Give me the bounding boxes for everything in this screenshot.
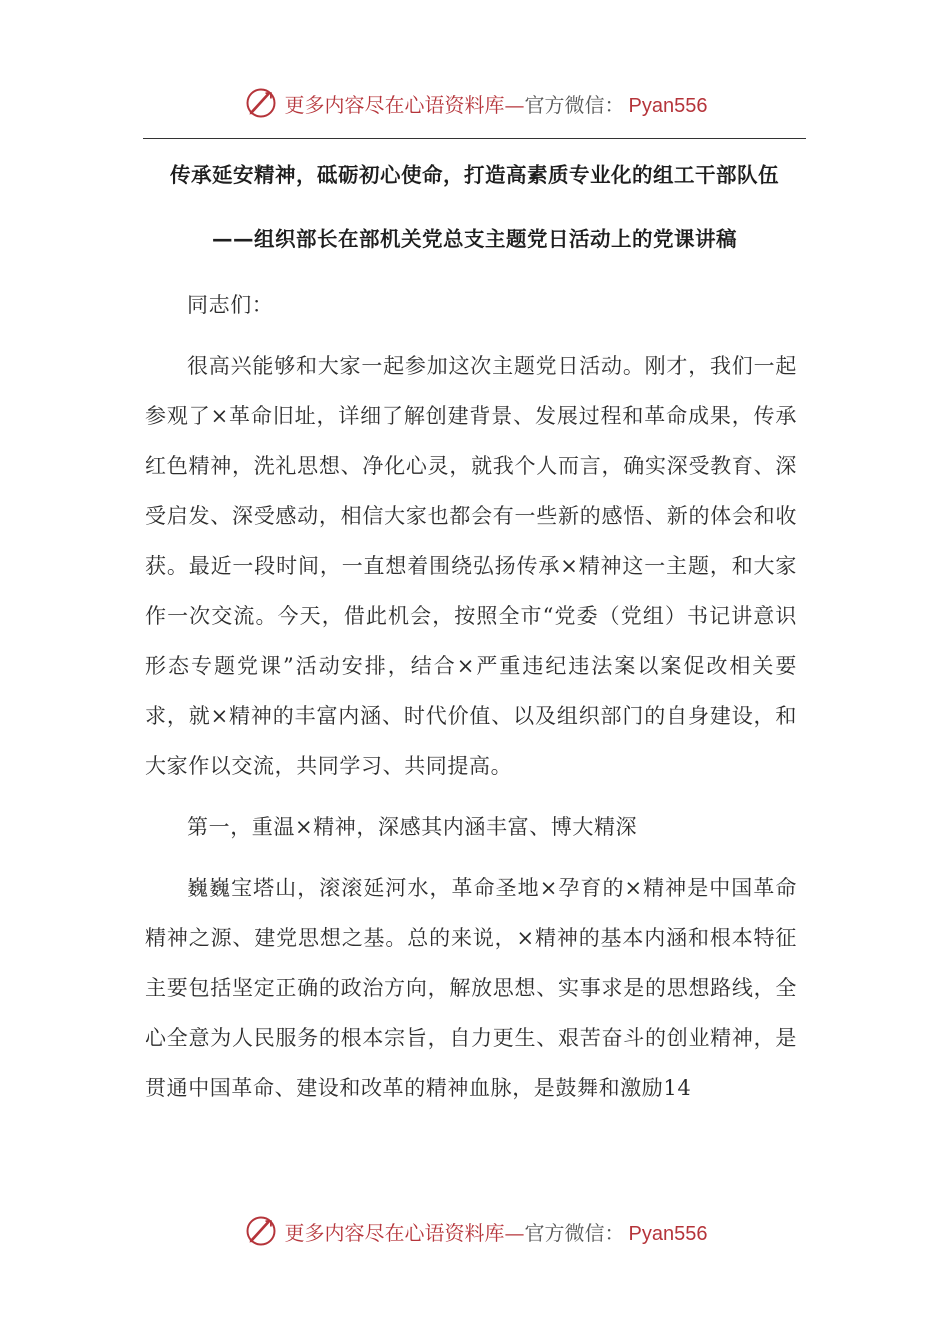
header-banner [0,80,950,126]
document-title: 传承延安精神，砥砺初心使命，打造高素质专业化的组工干部队伍 [170,163,779,187]
banner-wechat-code: Pyan556 [628,94,708,117]
body-paragraph: 很高兴能够和大家一起参加这次主题党日活动。刚才，我们一起参观了×革命旧址，详细了解创建背景、发展过程和革命成果，传承红色精神，洗礼思想、净化心灵，就我个人而言，确实深受教育、深受启发、深受感动，相信大家也都会有一些新的感悟、新的体会和收获。最近一段时间，一直想着围绕弘扬传承×精神这一主题，和大家作一次交流。今天，借此机会，按照全市“党委（党组）书记讲意识形态专题党课”活动安排，结合×严重违纪违法案以案促改相关要求，就×精神的丰富内涵、时代价值、以及组织部门的自身建设，和大家作以交流，共同学习、共同提高。 [145,354,797,778]
footer-banner [0,1208,950,1254]
banner-site-name: 更多内容尽在心语资料库 [284,1220,505,1245]
banner-dash: — [504,1220,525,1245]
banner-wechat-code: Pyan556 [628,1222,708,1245]
pen-logo-icon [243,1213,279,1249]
body-paragraph: 巍巍宝塔山，滚滚延河水，革命圣地×孕育的×精神是中国革命精神之源、建党思想之基。总的来说，×精神的基本内涵和根本特征主要包括坚定正确的政治方向，解放思想、实事求是的思想路线，全心全意为人民服务的根本宗旨，自力更生、艰苦奋斗的创业精神，是贯通中国革命、建设和改革的精神血脉，是鼓舞和激励14 [145,876,797,1100]
header-divider [143,138,806,139]
salutation: 同志们： [187,293,274,317]
banner-site-name: 更多内容尽在心语资料库 [284,92,505,117]
pen-logo-icon [243,85,279,121]
banner-text [285,1217,708,1246]
document-subtitle: ——组织部长在部机关党总支主题党日活动上的党课讲稿 [212,227,737,251]
banner-dash: — [504,92,525,117]
document-body [145,280,797,1124]
banner-text [285,89,708,118]
section-heading: 第一，重温×精神，深感其内涵丰富、博大精深 [187,815,638,839]
banner-wechat-label: 官方微信： [524,1220,625,1245]
banner-wechat-label: 官方微信： [524,92,625,117]
